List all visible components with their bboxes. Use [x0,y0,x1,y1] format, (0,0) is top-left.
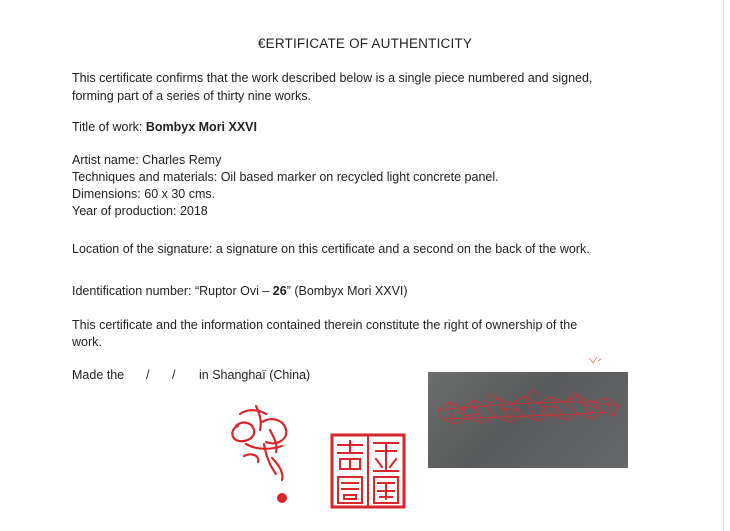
intro-line-2: forming part of a series of thirty nine works. [72,89,311,103]
ownership-line-1: This certificate and the information contained therein constitute the right of ownership of the [72,318,578,332]
certificate-title: €ERTIFICATE OF AUTHENTICITY [257,36,473,51]
artwork-line-drawing [428,372,628,468]
made-the-label: Made the [72,368,125,382]
small-red-mark [588,356,602,366]
red-calligraphy-signature [226,400,304,508]
techniques-materials: Techniques and materials: Oil based marker on recycled light concrete panel. [72,170,499,184]
artist-name: Artist name: Charles Remy [72,153,222,167]
ownership-line-2: work. [72,335,102,349]
date-slash-1: / [146,368,150,382]
title-of-work [72,118,257,136]
signature-location: Location of the signature: a signature on this certificate and a second on the back of the work. [72,242,590,256]
page-edge [723,0,724,531]
identification-suffix: ” (Bombyx Mori XXVI) [286,284,408,298]
year-of-production: Year of production: 2018 [72,204,208,218]
identification-prefix: Identification number: “Ruptor Ovi – [72,284,273,298]
intro-line-1: This certificate confirms that the work described below is a single piece numbered and signed, [72,71,593,85]
made-place: in Shanghaï (China) [199,368,311,382]
identification-number-value: 26 [272,284,287,298]
title-of-work-value: Bombyx Mori XXVI [145,120,257,134]
identification-number [72,282,408,300]
title-of-work-label: Title of work: [72,120,146,134]
dimensions: Dimensions: 60 x 30 cms. [72,187,216,201]
square-chinese-seal-stamp [330,433,406,509]
artwork-photo [428,372,628,468]
date-slash-2: / [172,368,176,382]
